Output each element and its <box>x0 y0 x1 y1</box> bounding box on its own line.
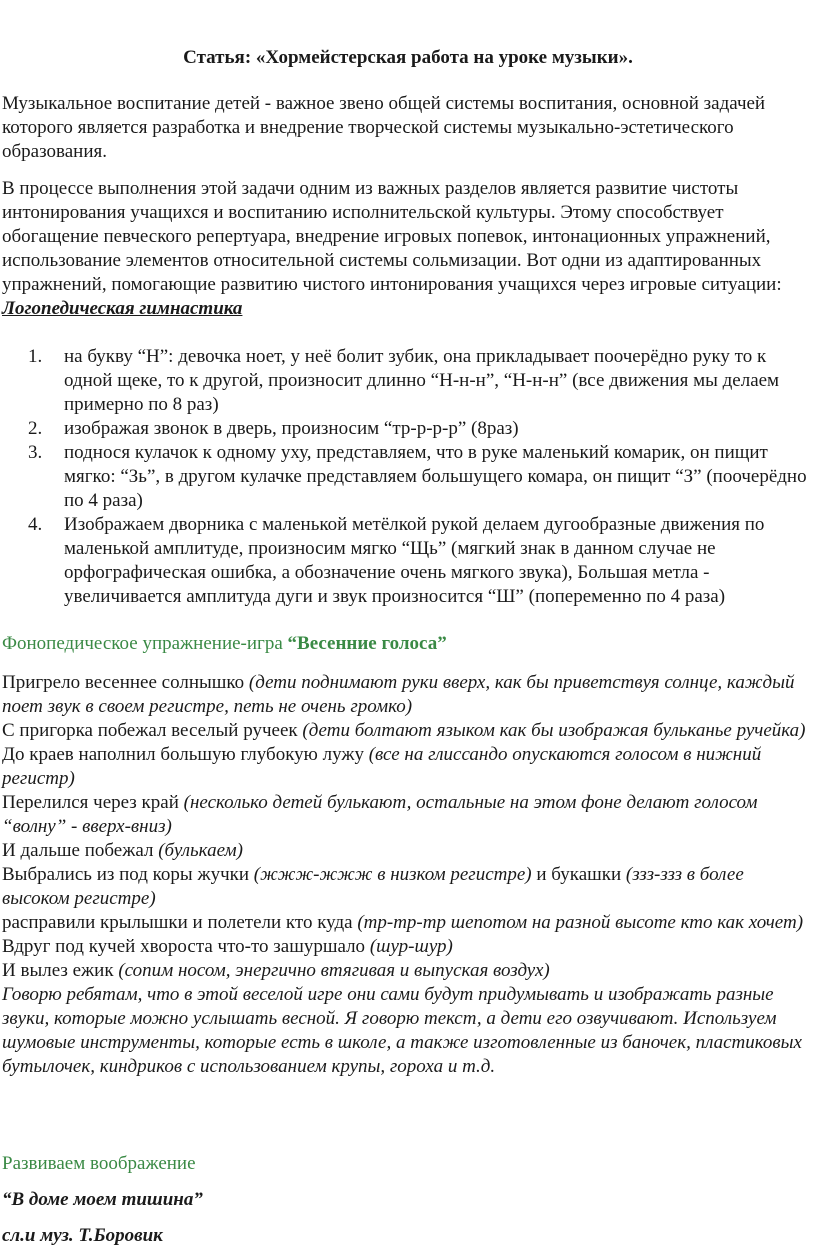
poem-line <box>2 791 814 839</box>
poem-line-text: С пригорка побежал веселый ручеек <box>2 720 303 741</box>
song-title: “В доме моем тишина” <box>2 1189 203 1210</box>
poem-line-note: (все на глиссандо опускаются голосом в нижний регистр) <box>2 744 762 789</box>
poem-line <box>2 959 814 983</box>
poem-line <box>2 911 814 935</box>
list-item-number: 2. <box>28 418 43 439</box>
poem-line-note: (булькаем) <box>158 840 244 861</box>
poem-line-note: (дети поднимают руки вверх, как бы приветствуя солнце, каждый поет звук в своем регистре, петь не очень громко) <box>2 672 795 717</box>
poem-line-note: (жжж-жжж в низком регистре) <box>253 864 532 885</box>
closing-note-text: Говорю ребятам, что в этой веселой игре они сами будут придумывать и изображать разные звуки, которые можно услышать весной. Я говорю текст, а дети его озвучивают. Используем шумовые инструменты, которые есть в школе, а также изготовленные из баночек, пластиковых бутылочек, киндриков с использованием крупы, гороха и т.д. <box>2 984 802 1077</box>
list-item-text: поднося кулачок к одному уху, представляем, что в руке маленький комарик, он пищит мягко: “Зь”, в другом кулачке представляем большущего комара, он пищит “З” (поочерёдно по 4 раза) <box>64 442 807 511</box>
list-item <box>0 513 814 609</box>
list-item-number: 3. <box>28 442 43 463</box>
poem-line-note: (дети болтают языком как бы изображая бульканье ручейка) <box>302 720 806 741</box>
poem-line-note: (шур-шур) <box>369 936 453 957</box>
intro-paragraph-1: Музыкальное воспитание детей - важное звено общей системы воспитания, основной задачей которого является разработка и внедрение творческой системы музыкально-эстетического образования. <box>2 93 766 162</box>
poem-line-note: (ззз-ззз в более высоком регистре) <box>2 864 744 909</box>
poem-line-text: Перелился через край <box>2 792 184 813</box>
poem-line-text: До краев наполнил большую глубокую лужу <box>2 744 369 765</box>
phonopedic-heading <box>2 632 447 656</box>
poem-line <box>2 935 814 959</box>
poem-line-text: И вылез ежик <box>2 960 119 981</box>
phonopedic-game-name: “Весенние голоса” <box>287 633 447 654</box>
imagination-heading: Развиваем воображение <box>2 1153 196 1174</box>
intro-paragraph-2-text: В процессе выполнения этой задачи одним из важных разделов является развитие чистоты интонирования учащихся и воспитанию исполнительской культуры. Этому способствует обогащение певческого репертуара, внедрение игровых попевок, интонационных упражнений, использование элементов относительной системы сольмизации. Вот одни из адаптированных упражнений, помогающие развитию чистого интонирования учащихся через игровые ситуации: <box>2 178 782 295</box>
logopedic-gymnastics-heading: Логопедическая гимнастика <box>2 298 243 319</box>
intro-paragraph-2 <box>2 177 814 321</box>
article-title: Статья: «Хормейстерская работа на уроке музыки». <box>183 47 633 68</box>
list-item <box>0 345 814 417</box>
poem-line <box>2 719 814 743</box>
list-item-text: Изображаем дворника с маленькой метёлкой рукой делаем дугообразные движения по маленькой амплитуде, произносим мягко “Щь” (мягкий знак в данном случае не орфографическая ошибка, а обозначение очень мягкого звука), Большая метла - увеличивается амплитуда дуги и звук произносится “Ш” (попеременно по 4 раза) <box>64 514 765 607</box>
poem-line-note: (тр-тр-тр шепотом на разной высоте кто как хочет) <box>357 912 804 933</box>
poem-line-text: Выбрались из под коры жучки <box>2 864 254 885</box>
list-item <box>0 417 814 441</box>
list-item-number: 1. <box>28 346 43 367</box>
poem-line-text: И дальше побежал <box>2 840 159 861</box>
poem-line <box>2 863 814 911</box>
list-item-number: 4. <box>28 514 43 535</box>
closing-note <box>2 983 814 1079</box>
exercise-list <box>0 345 816 609</box>
poem-line-note: (несколько детей булькают, остальные на этом фоне делают голосом “волну” - вверх-вниз) <box>2 792 758 837</box>
list-item-text: на букву “Н”: девочка ноет, у неё болит зубик, она прикладывает поочерёдно руку то к одной щеке, то к другой, произносит длинно “Н-н-н”, “Н-н-н” (все движения мы делаем примерно по 8 раз) <box>64 346 780 415</box>
poem-line-text: Вдруг под кучей хвороста что-то зашуршало <box>2 936 370 957</box>
poem-line <box>2 839 814 863</box>
poem-line-note: (сопим носом, энергично втягивая и выпуская воздух) <box>118 960 550 981</box>
list-item <box>0 441 814 513</box>
poem-line-text: и букашки <box>531 864 626 885</box>
poem-line <box>2 671 814 719</box>
poem-block <box>2 671 814 1079</box>
phonopedic-label: Фонопедическое упражнение-игра <box>2 633 288 654</box>
poem-line-text: Пригрело весеннее солнышко <box>2 672 249 693</box>
song-author: сл.и муз. Т.Боровик <box>2 1225 163 1246</box>
poem-line-text: расправили крылышки и полетели кто куда <box>2 912 358 933</box>
list-item-text: изображая звонок в дверь, произносим “тр-р-р-р” (8раз) <box>64 418 519 439</box>
poem-line <box>2 743 814 791</box>
